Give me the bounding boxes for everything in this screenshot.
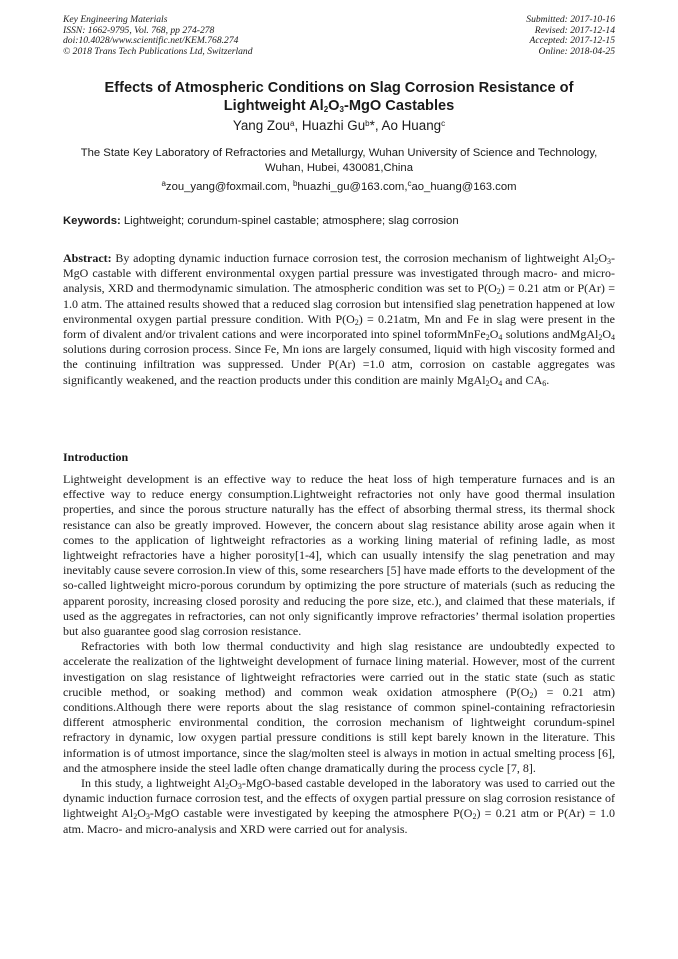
submission-dates bbox=[526, 15, 615, 57]
section-heading-introduction: Introduction bbox=[63, 450, 129, 464]
paper-title bbox=[40, 79, 638, 115]
date-revised: Revised: 2017-12-14 bbox=[534, 24, 615, 36]
journal-doi: doi:10.4028/www.scientific.net/KEM.768.274 bbox=[63, 35, 239, 47]
abstract-label: Abstract: bbox=[63, 251, 112, 265]
journal-info bbox=[63, 15, 253, 57]
journal-copyright: © 2018 Trans Tech Publications Ltd, Switzerland bbox=[63, 45, 253, 57]
intro-paragraph-2: Refractories with both low thermal conductivity and high slag resistance are undoubtedly expected to accelerate the realization of the lightweight development of furnace lining material. However, most of the current investigation on slag resistance of lightweight refractories were carried out in the static state (such as static crucible method, or soaking method) and common weak oxidation atmosphere ($P(O_2) = 0.21$ atm) conditions.Although there were reports about the slag resistance of common spinel-containing refractoriesin different atmospheric environmental condition, the corrosion mechanism of lightweight corundum-spinel refractory in dynamic, low oxygen partial pressure conditions is still kept barely known in the literature. This information is of utmost importance, since the slag/molten steel is always in motion in actual smelting process [6], and the atmosphere inside the steel ladle often change dramatically during the process cycle [7, 8]. bbox=[63, 639, 615, 775]
affiliation: The State Key Laboratory of Refractories and Metallurgy, Wuhan University of Science and Technology, Wuhan, Hubei, 430081,China bbox=[80, 147, 598, 174]
title-line-1: Effects of Atmospheric Conditions on Slag Corrosion Resistance of bbox=[104, 80, 574, 96]
introduction-body bbox=[63, 472, 615, 837]
intro-paragraph-3: In this study, a lightweight $Al_2O_3-MgO$-based castable developed in the laboratory was used to carried out the dynamic induction furnace corrosion test, and the effects of oxygen partial pressure on slag corrosion resistance of lightweight $Al_2O_3$-MgO castable were investigated by keeping the atmosphere $P(O_2) = 0.21$ atm or P(Ar) = 1.0 atm. Macro- and micro-analysis and XRD were carried out for analysis. bbox=[63, 776, 616, 836]
journal-issn: ISSN: 1662-9795, Vol. 768, pp 274-278 bbox=[63, 24, 215, 36]
journal-name: Key Engineering Materials bbox=[63, 14, 168, 25]
author-list: Yang Zou$^a$, Huazhi Gu$^b$*, Ao Huang$^c$ bbox=[232, 118, 446, 133]
keywords-label: Keywords: bbox=[63, 215, 121, 227]
date-submitted: Submitted: 2017-10-16 bbox=[526, 14, 615, 25]
intro-paragraph-1: Lightweight development is an effective way to reduce the heat loss of high temperature furnaces and is an effective way to reduce energy consumption.Lightweight refractories not only have good thermal insulation properties, and since the porous structure naturally has the effect of absorbing thermal stress, its thermal shock resistance can also be greatly improved. However, the concern about slag resistance ability arose again when it comes to the application of lightweight refractories as a working lining material of refining ladle, as most lightweight refractories have a higher porosity[1-4], which can usually intensify the slag penetration and may inevitably cause severe corrosion.In view of this, some researchers [5] have made efforts to the development of the so-called lightweight micro-porous corundum by optimizing the pore structure of materials (such as reducing the apparent porosity, increasing closed porosity and reducing the pore size, etc.), and claimed that these materials, if used as the aggregates in refractories, can not only significantly improve refractories’ thermal isolation properties but also guarantee good slag corrosion resistance. bbox=[63, 472, 615, 639]
abstract: Abstract: By adopting dynamic induction furnace corrosion test, the corrosion mechanism of lightweight $Al_2O_3$-MgO castable with different environmental oxygen partial pressure was investigated through macro- and micro-analysis, XRD and thermodynamic simulation. The atmospheric condition was set to $P(O_2) = 0.21$ atm or P(Ar) = 1.0 atm. The attained results showed that a reduced slag corrosion but intensified slag penetration happened at low environmental oxygen partial pressure condition. With $P(O_2) = 0.21atm$, Mn and Fe in slag were present in the form of divalent and/or trivalent cations and were incorporated into spinel $toformMnFe_2O_4$ solutions $andMgAl_2O_4$ solutions during corrosion process. Since Fe, Mn ions are largely consumed, liquid with high viscosity formed and the continuing infiltration was suppressed. Under P(Ar) =1.0 atm, corrosion on castable aggregates was significantly weakened, and the reaction products under this condition are mainly $MgAl_2O_4$ and $CA_6$. bbox=[63, 251, 616, 388]
title-line-2: Lightweight $Al_2O_3$-MgO Castables bbox=[223, 98, 455, 114]
author-emails: $^a$zou_yang@foxmail.com, $^b$huazhi_gu@163.com,$^c$ao_huang@163.com bbox=[161, 179, 517, 193]
keywords bbox=[63, 214, 615, 228]
keywords-text: Lightweight; corundum-spinel castable; atmosphere; slag corrosion bbox=[120, 215, 459, 227]
date-online: Online: 2018-04-25 bbox=[538, 45, 615, 57]
date-accepted: Accepted: 2017-12-15 bbox=[529, 35, 615, 47]
